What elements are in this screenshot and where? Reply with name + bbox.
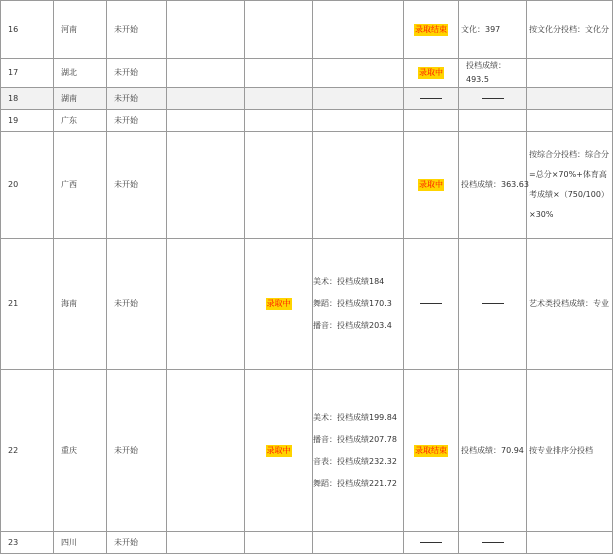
empty-cell — [313, 59, 404, 88]
province-cell: 海南 — [54, 239, 107, 370]
empty-cell — [245, 88, 313, 110]
empty-cell — [313, 132, 404, 239]
empty-cell — [167, 132, 245, 239]
table-row — [1, 132, 613, 239]
empty-cell — [404, 110, 459, 132]
empty-cell — [245, 532, 313, 554]
row-number: 22 — [1, 370, 54, 532]
status-badge: 录取中 — [419, 68, 443, 77]
score-cell: 投档成绩：363.63 — [459, 132, 527, 239]
sub-score-line: 播音：投档成绩203.4 — [313, 321, 392, 330]
empty-cell — [313, 1, 404, 59]
province-cell: 湖南 — [54, 88, 107, 110]
province-cell: 广东 — [54, 110, 107, 132]
sub-score-line: 播音：投档成绩207.78 — [313, 434, 397, 444]
batch-status-cell — [404, 239, 459, 370]
score-cell: 投档成绩：493.5 — [459, 59, 527, 88]
batch-status-cell — [404, 59, 459, 88]
empty-cell — [245, 1, 313, 59]
dash-mark — [420, 542, 442, 543]
empty-cell — [313, 532, 404, 554]
sub-scores-cell — [313, 239, 404, 370]
empty-cell — [245, 59, 313, 88]
dash-mark — [420, 303, 442, 304]
row-number: 21 — [1, 239, 54, 370]
status-cell: 未开始 — [107, 1, 167, 59]
batch-status-cell — [404, 1, 459, 59]
dash-mark — [482, 303, 504, 304]
prelim-status-cell — [245, 239, 313, 370]
notes-cell: 按综合分投档：综合分=总分×70%+体育高考成绩×（750/100）×30% — [527, 132, 613, 239]
row-number: 19 — [1, 110, 54, 132]
batch-status-cell — [404, 88, 459, 110]
status-badge: 录取中 — [266, 299, 291, 308]
score-cell: 投档成绩：70.94 — [459, 370, 527, 532]
prelim-status-cell — [245, 370, 313, 532]
batch-status-cell — [404, 532, 459, 554]
table-row — [1, 370, 613, 532]
sub-scores-cell — [313, 370, 404, 532]
table-row — [1, 1, 613, 59]
score-cell: 文化：397 — [459, 1, 527, 59]
status-badge: 录取结束 — [415, 24, 447, 34]
province-cell: 重庆 — [54, 370, 107, 532]
empty-cell — [313, 110, 404, 132]
status-cell: 未开始 — [107, 370, 167, 532]
score-cell — [459, 88, 527, 110]
empty-cell — [245, 132, 313, 239]
status-cell: 未开始 — [107, 110, 167, 132]
empty-cell — [313, 88, 404, 110]
dash-mark — [482, 98, 504, 99]
sub-score-line: 美术：投档成绩199.84 — [313, 412, 397, 422]
province-cell: 湖北 — [54, 59, 107, 88]
empty-cell — [167, 88, 245, 110]
empty-cell — [167, 532, 245, 554]
notes-cell — [527, 110, 613, 132]
status-badge: 录取中 — [266, 445, 291, 455]
status-cell: 未开始 — [107, 132, 167, 239]
row-number: 20 — [1, 132, 54, 239]
empty-cell — [245, 110, 313, 132]
status-badge: 录取结束 — [415, 445, 447, 455]
empty-cell — [167, 370, 245, 532]
empty-cell — [167, 239, 245, 370]
dash-mark — [420, 98, 442, 99]
sub-score-line: 音表：投档成绩232.32 — [313, 456, 397, 466]
table-row — [1, 110, 613, 132]
notes-cell: 按专业排序分投档 — [527, 370, 613, 532]
notes-cell — [527, 532, 613, 554]
batch-status-cell — [404, 370, 459, 532]
row-number: 18 — [1, 88, 54, 110]
score-cell — [459, 239, 527, 370]
status-cell: 未开始 — [107, 88, 167, 110]
sub-score-line: 舞蹈：投档成绩221.72 — [313, 478, 397, 488]
province-cell: 河南 — [54, 1, 107, 59]
notes-cell — [527, 88, 613, 110]
row-number: 16 — [1, 1, 54, 59]
notes-cell — [527, 59, 613, 88]
empty-cell — [167, 1, 245, 59]
status-badge: 录取中 — [419, 180, 443, 189]
table-row — [1, 239, 613, 370]
table-row — [1, 532, 613, 554]
empty-cell — [167, 110, 245, 132]
notes-cell: 按文化分投档：文化分 — [527, 1, 613, 59]
status-cell: 未开始 — [107, 239, 167, 370]
province-cell: 广西 — [54, 132, 107, 239]
dash-mark — [482, 542, 504, 543]
empty-cell — [459, 110, 527, 132]
score-cell — [459, 532, 527, 554]
row-number: 17 — [1, 59, 54, 88]
status-cell: 未开始 — [107, 59, 167, 88]
empty-cell — [167, 59, 245, 88]
notes-cell: 艺术类投档成绩：专业 — [527, 239, 613, 370]
sub-score-line: 舞蹈：投档成绩170.3 — [313, 299, 392, 308]
batch-status-cell — [404, 132, 459, 239]
status-cell: 未开始 — [107, 532, 167, 554]
sub-score-line: 美术：投档成绩184 — [313, 277, 385, 286]
row-number: 23 — [1, 532, 54, 554]
table-row — [1, 88, 613, 110]
table-row — [1, 59, 613, 88]
province-cell: 四川 — [54, 532, 107, 554]
